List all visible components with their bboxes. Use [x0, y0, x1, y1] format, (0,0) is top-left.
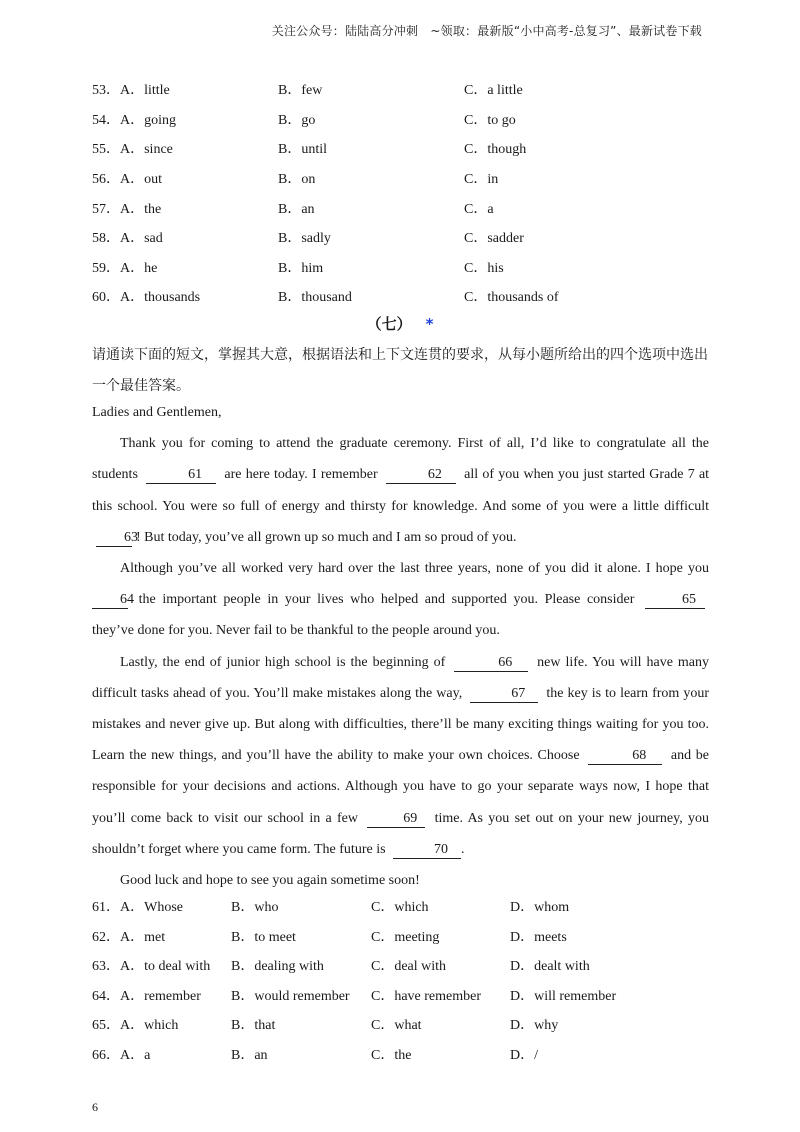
option-d: D．will remember [510, 989, 617, 1004]
option-d: D．dealt with [510, 959, 590, 974]
section-title [0, 313, 800, 334]
option-b: B．that [231, 1018, 276, 1033]
question-number: 64． [92, 989, 120, 1004]
text: and be responsible for your decisions and actions. Although you have to go your separate ways now, I hope that you’ll come back to visit our school in a few [92, 748, 710, 826]
question-options-54 [92, 109, 732, 129]
option-b: B．thousand [278, 290, 352, 305]
blank-70: 70 [393, 841, 461, 859]
blank-69: 69 [367, 810, 425, 828]
question-number: 59． [92, 261, 120, 276]
option-c: C．have remember [371, 989, 482, 1004]
question-number: 58． [92, 231, 120, 246]
option-d: D．meets [510, 930, 567, 945]
option-a: A．out [120, 172, 162, 187]
option-c: C．the [371, 1048, 412, 1063]
text: are here today. I remember [224, 467, 378, 483]
option-c: C．what [371, 1018, 422, 1033]
option-d: D．/ [510, 1048, 538, 1063]
option-a: A．sad [120, 231, 163, 246]
question-options-56 [92, 168, 732, 188]
text: all of you when you just started Grade 7 at this school. You were so full of energy and thirsty for knowledge. And some of you were a little difficult [92, 467, 710, 514]
blank-62: 62 [386, 466, 456, 484]
reading-passage [92, 397, 709, 896]
blank-65: 65 [645, 591, 705, 609]
question-options-53 [92, 79, 732, 99]
blank-66: 66 [454, 654, 528, 672]
instructions: 请通读下面的短文，掌握其大意，根据语法和上下文连贯的要求，从每小题所给出的四个选项中选出一个最佳答案。 [92, 347, 708, 394]
option-c: C．in [464, 172, 499, 187]
question-number: 62． [92, 930, 120, 945]
paragraph-4: Good luck and hope to see you again sometime soon! [120, 873, 420, 889]
text: ! But today, you’ve all grown up so much and I am so proud of you. [136, 529, 517, 545]
option-a: A．the [120, 202, 162, 217]
blank-64: 64 [92, 591, 128, 609]
question-number: 55． [92, 142, 120, 157]
question-options-62 [92, 926, 732, 946]
greeting: Ladies and Gentlemen, [92, 405, 222, 420]
option-b: B．an [278, 202, 315, 217]
question-options-55 [92, 138, 732, 158]
question-options-60 [92, 286, 732, 306]
option-c: C．which [371, 900, 429, 915]
option-c: C．a little [464, 83, 523, 98]
option-a: A．since [120, 142, 173, 157]
question-number: 54． [92, 113, 120, 128]
question-options-58 [92, 227, 732, 247]
page-header: 关注公众号：陆陆高分冲刺 ~领取：最新版“小中高考-总复习”、最新试卷下载 [271, 24, 702, 38]
blank-63: 63 [96, 529, 132, 547]
question-number: 56． [92, 172, 120, 187]
option-a: A．remember [120, 989, 201, 1004]
option-c: C．his [464, 261, 504, 276]
blank-68: 68 [588, 747, 662, 765]
question-options-64 [92, 985, 732, 1005]
text: they’ve done for you. Never fail to be thankful to the people around you. [92, 623, 500, 639]
blank-67: 67 [470, 685, 538, 703]
option-c: C．to go [464, 113, 516, 128]
question-number: 63． [92, 959, 120, 974]
paragraph-1 [92, 428, 709, 553]
question-options-57 [92, 198, 732, 218]
question-number: 53． [92, 83, 120, 98]
paragraph-3 [92, 647, 709, 865]
question-options-65 [92, 1014, 732, 1034]
text: . [461, 841, 465, 857]
option-c: C．though [464, 142, 527, 157]
option-b: B．go [278, 113, 316, 128]
question-options-66 [92, 1044, 732, 1064]
section-title-text: （七） [366, 315, 412, 333]
text: Lastly, the end of junior high school is the beginning of [120, 654, 446, 670]
text: the important people in your lives who helped and supported you. Please consider [138, 592, 635, 608]
text: the key is to learn from your mistakes and never give up. But along with difficulties, there’ll be many exciting things waiting for you too. Learn the new things, and you’ll have the ability to make your own choices. Choose [92, 685, 710, 764]
star-icon: * [425, 315, 434, 333]
text: new life. You will have many difficult tasks ahead of you. You’ll make mistakes along the way, [92, 654, 709, 701]
option-a: A．Whose [120, 900, 183, 915]
question-number: 60． [92, 290, 120, 305]
question-options-63 [92, 955, 732, 975]
option-b: B．him [278, 261, 324, 276]
text: time. As you set out on your new journey, you shouldn’t forget where you came form. The future is [92, 810, 710, 857]
option-a: A．which [120, 1018, 179, 1033]
question-options-61 [92, 896, 732, 916]
option-b: B．who [231, 900, 279, 915]
option-b: B．dealing with [231, 959, 324, 974]
option-b: B．on [278, 172, 316, 187]
text: Although you’ve all worked very hard over the last three years, none of you did it alone. I hope you [120, 561, 709, 577]
question-number: 66． [92, 1048, 120, 1063]
option-a: A．going [120, 113, 176, 128]
question-number: 57． [92, 202, 120, 217]
option-b: B．an [231, 1048, 268, 1063]
option-a: A．he [120, 261, 158, 276]
option-a: A．little [120, 83, 170, 98]
option-c: C．meeting [371, 930, 440, 945]
question-number: 65． [92, 1018, 120, 1033]
option-b: B．to meet [231, 930, 296, 945]
question-options-59 [92, 257, 732, 277]
paragraph-2 [92, 553, 709, 647]
option-a: A．met [120, 930, 166, 945]
option-a: A．to deal with [120, 959, 211, 974]
page-number: 6 [92, 1100, 98, 1114]
option-b: B．until [278, 142, 328, 157]
question-number: 61． [92, 900, 120, 915]
option-b: B．sadly [278, 231, 331, 246]
option-b: B．would remember [231, 989, 350, 1004]
option-a: A．a [120, 1048, 151, 1063]
option-c: C．a [464, 202, 494, 217]
option-c: C．thousands of [464, 290, 559, 305]
option-a: A．thousands [120, 290, 201, 305]
option-d: D．why [510, 1018, 559, 1033]
option-c: C．deal with [371, 959, 447, 974]
option-b: B．few [278, 83, 323, 98]
option-c: C．sadder [464, 231, 524, 246]
text: Thank you for coming to attend the graduate ceremony. First of all, I’d like to congratulate all the students [92, 436, 709, 483]
blank-61: 61 [146, 466, 216, 484]
option-d: D．whom [510, 900, 570, 915]
